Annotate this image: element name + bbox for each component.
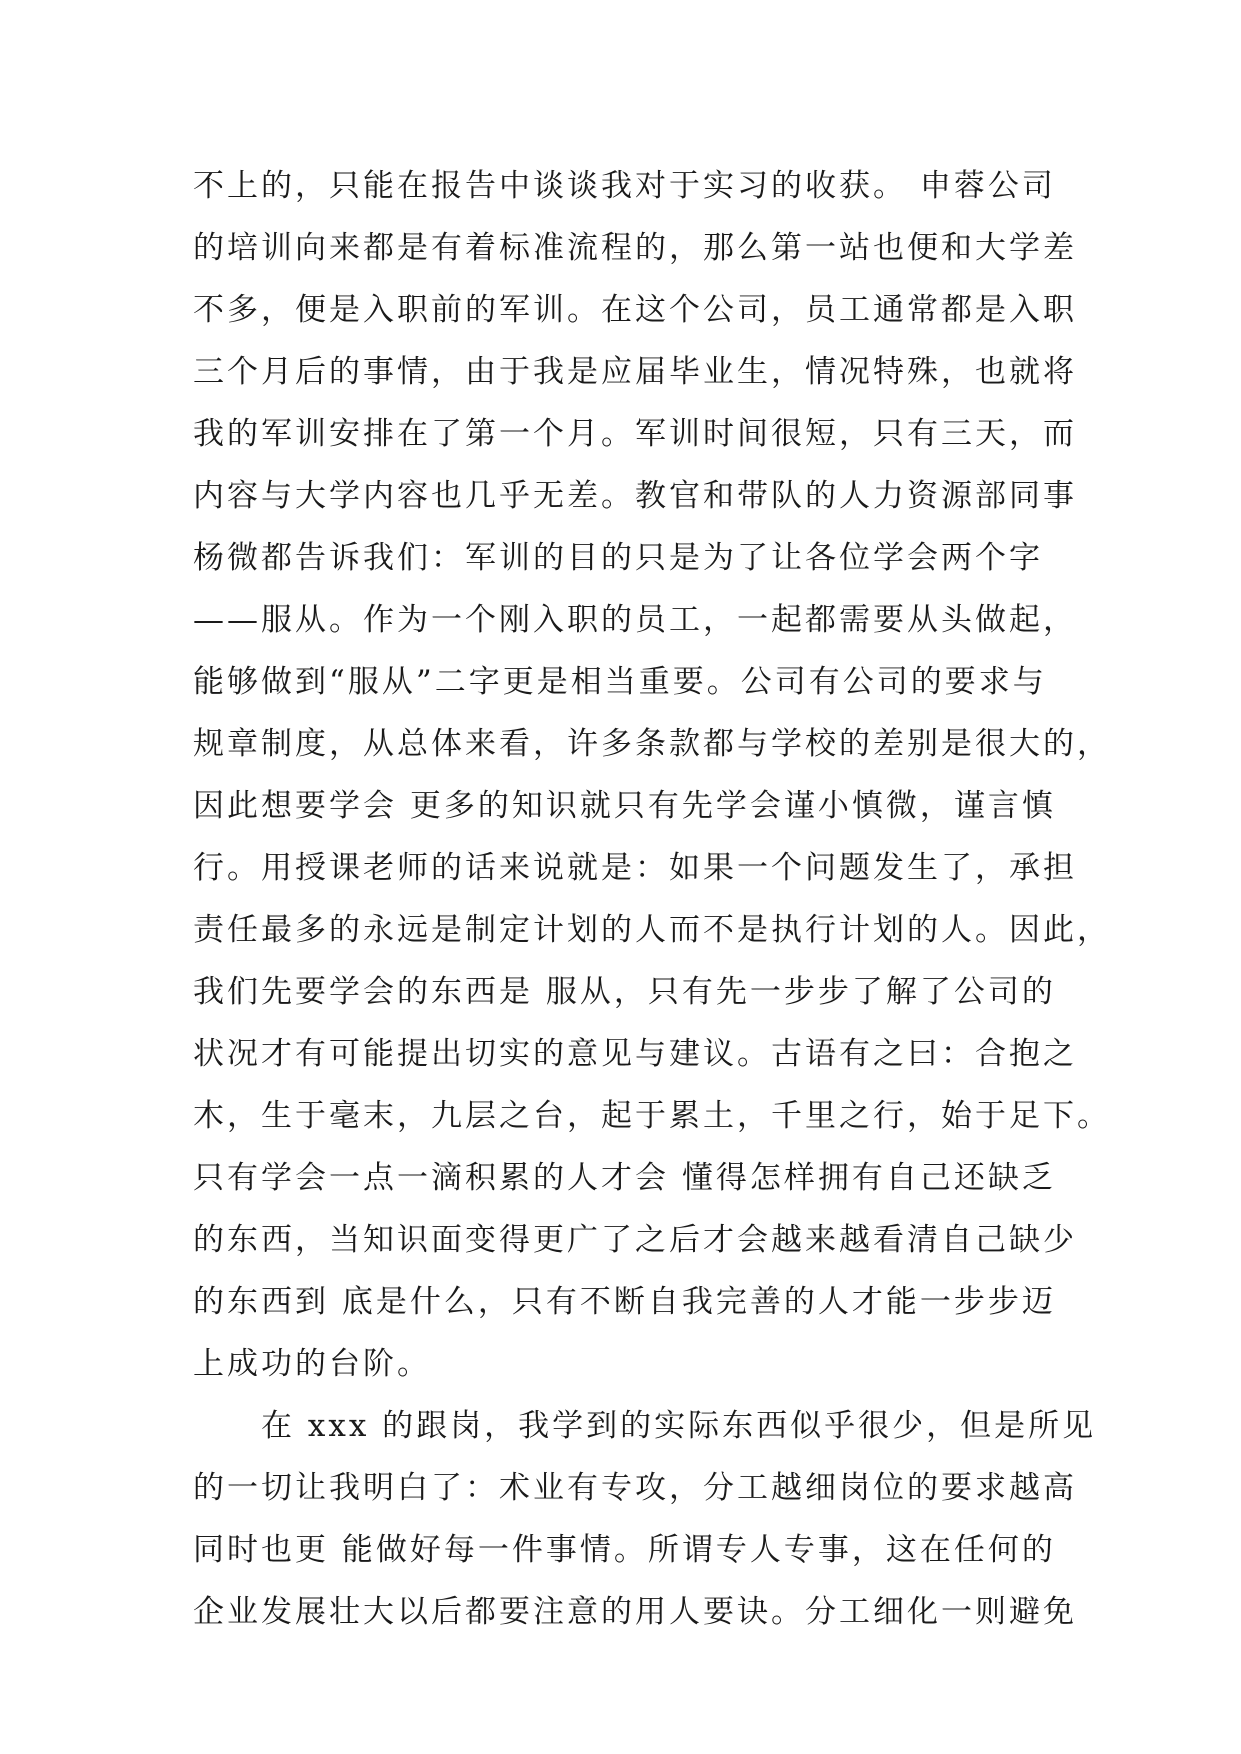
text-line: 责任最多的永远是制定计划的人而不是执行计划的人。因此， — [193, 912, 1111, 948]
text-line: 我们先要学会的东西是 服从，只有先一步步了解了公司的 — [193, 974, 1056, 1010]
text-line: 的东西，当知识面变得更广了之后才会越来越看清自己缺少 — [193, 1222, 1077, 1258]
text-line: 的培训向来都是有着标准流程的，那么第一站也便和大学差 — [193, 230, 1077, 266]
text-line: 三个月后的事情，由于我是应届毕业生，情况特殊，也就将 — [193, 354, 1077, 390]
text-line: 的东西到 底是什么，只有不断自我完善的人才能一步步迈 — [193, 1284, 1056, 1320]
text-line: 能够做到“服从”二字更是相当重要。公司有公司的要求与 — [193, 664, 1047, 700]
text-line: 规章制度，从总体来看，许多条款都与学校的差别是很大的， — [193, 726, 1111, 762]
text-line: 只有学会一点一滴积累的人才会 懂得怎样拥有自己还缺乏 — [193, 1160, 1056, 1196]
text-line: 不上的，只能在报告中谈谈我对于实习的收获。 申蓉公司 — [193, 168, 1056, 204]
text-line: 因此想要学会 更多的知识就只有先学会谨小慎微，谨言慎 — [193, 788, 1056, 824]
text-line: 行。用授课老师的话来说就是：如果一个问题发生了，承担 — [193, 850, 1077, 886]
text-line: 上成功的台阶。 — [193, 1346, 431, 1382]
text-line: 我的军训安排在了第一个月。军训时间很短，只有三天，而 — [193, 416, 1077, 452]
text-line: 在 xxx 的跟岗，我学到的实际东西似乎很少，但是所见 — [193, 1408, 1097, 1444]
text-line: 的一切让我明白了：术业有专攻，分工越细岗位的要求越高 — [193, 1470, 1077, 1506]
text-line: 同时也更 能做好每一件事情。所谓专人专事，这在任何的 — [193, 1532, 1056, 1568]
text-line: 木，生于毫末，九层之台，起于累土，千里之行，始于足下。 — [193, 1098, 1111, 1134]
text-line: 企业发展壮大以后都要注意的用人要诀。分工细化一则避免 — [193, 1594, 1077, 1630]
text-line: 内容与大学内容也几乎无差。教官和带队的人力资源部同事 — [193, 478, 1077, 514]
text-line: 杨微都告诉我们：军训的目的只是为了让各位学会两个字 — [193, 540, 1043, 576]
body-text — [193, 155, 1111, 1643]
text-line: ——服从。作为一个刚入职的员工，一起都需要从头做起， — [193, 602, 1077, 638]
text-line: 状况才有可能提出切实的意见与建议。古语有之曰：合抱之 — [193, 1036, 1077, 1072]
text-line: 不多，便是入职前的军训。在这个公司，员工通常都是入职 — [193, 292, 1077, 328]
